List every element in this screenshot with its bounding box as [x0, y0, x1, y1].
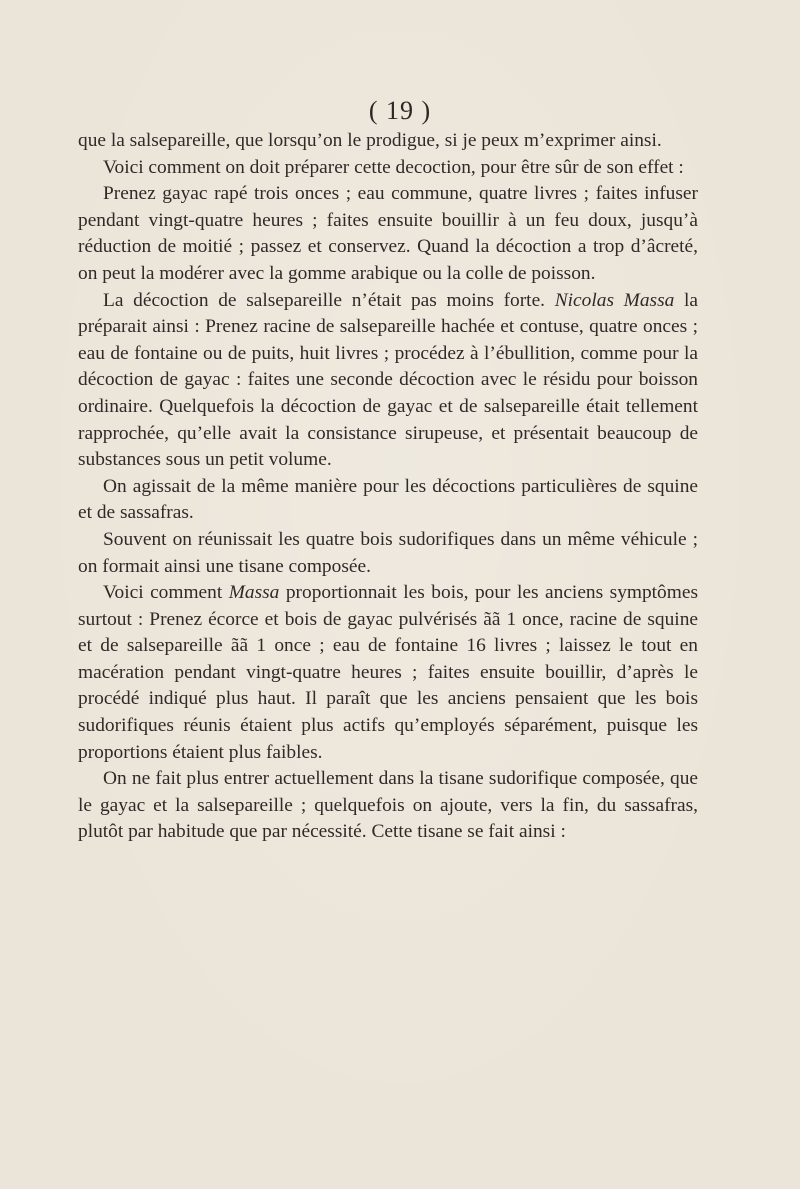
paragraph-8 [78, 766, 698, 846]
text-segment: Voici comment [103, 582, 229, 604]
paragraph-3 [78, 181, 698, 287]
page-number: ( 19 ) [368, 96, 432, 125]
text-segment: Prenez gayac rapé trois onces ; eau commune, quatre livres ; faites infuser pendant vingt-quatre heures ; faites ensuite bouillir à un feu doux, jusqu’à réduction de moitié ; passez et conservez. Quand la décoction a trop d’âcreté, on peut la modérer avec la gomme arabique ou la colle de poisson. [78, 183, 698, 284]
text-segment: On ne fait plus entrer actuellement dans la tisane sudorifique composée, que le gayac et la salsepareille ; quelquefois on ajoute, vers la fin, du sassafras, plutôt par habitude que par nécessité. Cette tisane se fait ainsi : [78, 768, 698, 843]
author-name: Massa [228, 582, 280, 604]
text-segment: La décoction de salsepareille n’était pas moins forte. [103, 289, 555, 311]
paragraph-6 [78, 527, 698, 580]
paragraph-2 [78, 155, 698, 182]
text-segment: la préparait ainsi : Prenez racine de salsepareille hachée et contuse, quatre onces ; eau de fontaine ou de puits, huit livres ; procédez à l’ébullition, comme pour la décoction de gayac : faites une seconde décoction avec le résidu pour boisson ordinaire. Quelquefois la décoction de gayac et de salsepareille était tellement rapprochée, qu’elle avait la consistance sirupeuse, et présentait beaucoup de substances sous un petit volume. [78, 289, 698, 471]
body-text [78, 128, 698, 846]
paragraph-1 [78, 128, 698, 155]
paragraph-7 [78, 580, 698, 766]
text-segment: Voici comment on doit préparer cette decoction, pour être sûr de son effet : [103, 156, 684, 178]
author-name: Nicolas Massa [554, 289, 675, 311]
text-segment: que la salsepareille, que lorsqu’on le prodigue, si je peux m’exprimer ainsi. [78, 130, 662, 151]
text-segment: On agissait de la même manière pour les décoctions particulières de squine et de sassafras. [78, 475, 698, 524]
paragraph-5 [78, 474, 698, 527]
text-segment: proportionnait les bois, pour les anciens symptômes surtout : Prenez écorce et bois de gayac pulvérisés ãã 1 once, racine de squine et de salsepareille ãã 1 once ; eau de fontaine 16 livres ; laissez le tout en macération pendant vingt-quatre heures ; faites ensuite bouillir, d’après le procédé indiqué plus haut. Il paraît que les anciens pensaient que les bois sudorifiques réunis étaient plus actifs qu’employés séparément, puisque les proportions étaient plus faibles. [78, 582, 698, 763]
text-segment: Souvent on réunissait les quatre bois sudorifiques dans un même véhicule ; on formait ainsi une tisane composée. [78, 528, 698, 577]
paragraph-4 [78, 288, 698, 474]
